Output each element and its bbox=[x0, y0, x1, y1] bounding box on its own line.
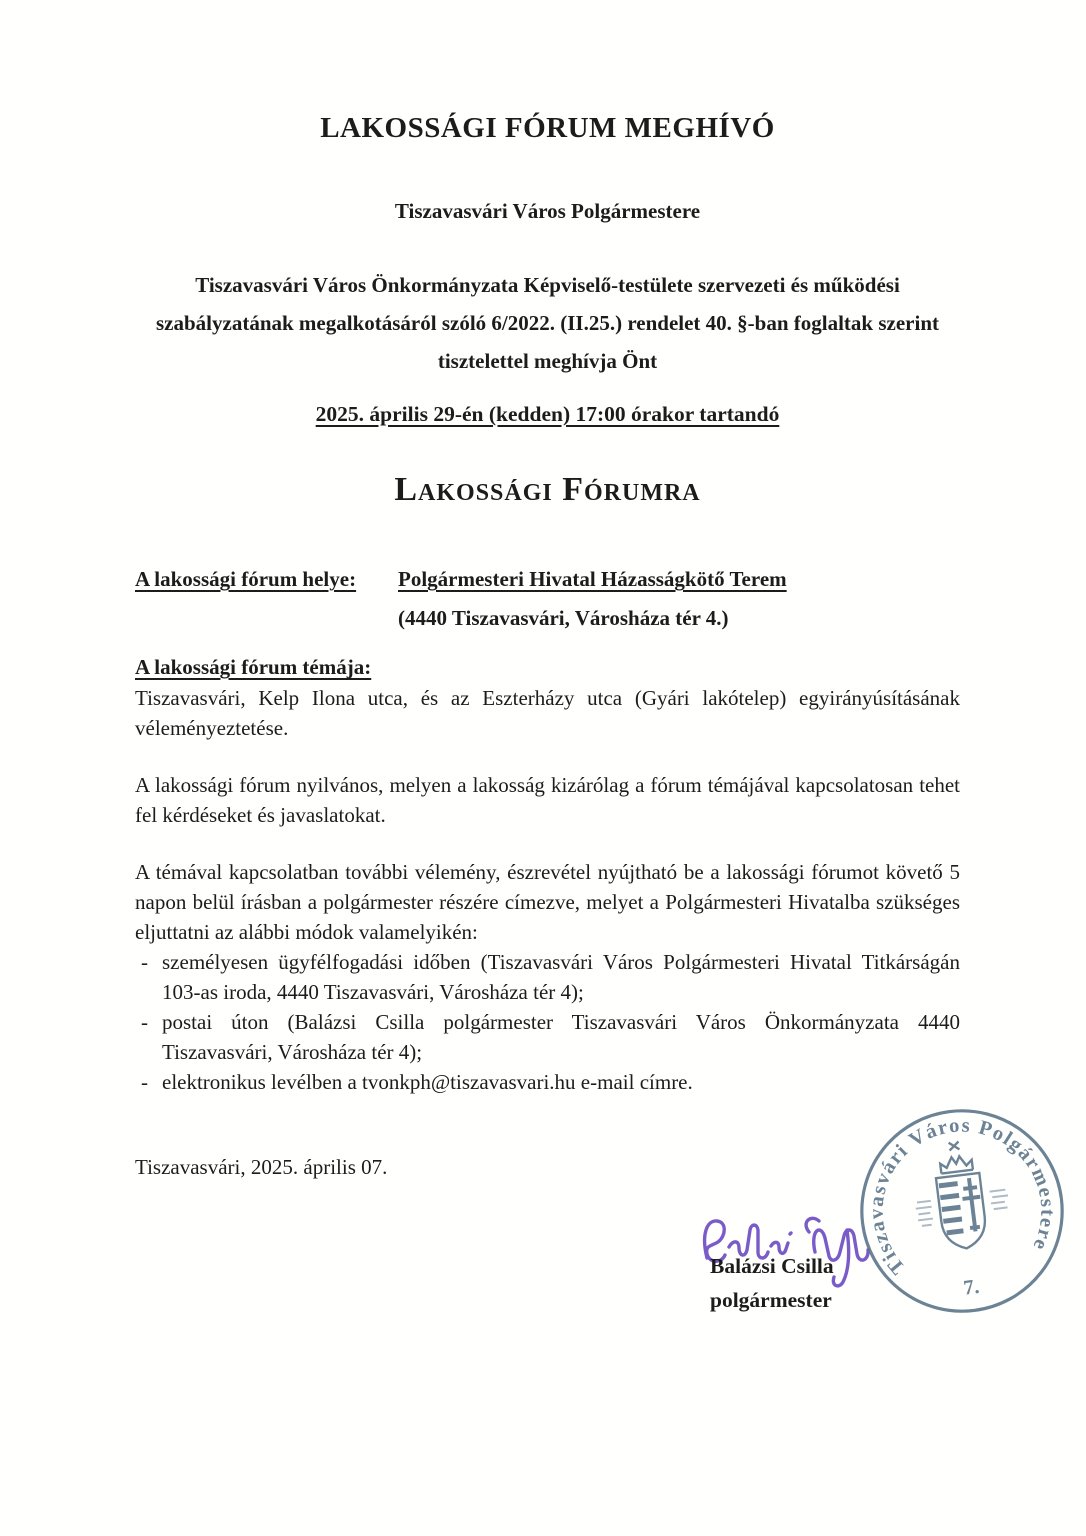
event-datetime-text: 2025. április 29-én (kedden) 17:00 órakor tartandó bbox=[315, 402, 780, 426]
official-stamp bbox=[829, 1078, 1086, 1343]
signer-title: polgármester bbox=[710, 1288, 832, 1312]
location-venue: Polgármesteri Hivatal Házasságkötő Terem bbox=[398, 567, 787, 591]
paragraph-public-note: A lakossági fórum nyilvános, melyen a lakosság kizárólag a fórum témájával kapcsolatosan tehet fel kérdéseket és javaslatokat. bbox=[135, 773, 960, 827]
location-label: A lakossági fórum helye: bbox=[135, 567, 357, 591]
legal-intro: Tiszavasvári Város Önkormányzata Képviselő-testülete szervezeti és működési szabályzatának megalkotásáról szóló 6/2022. (II.25.) rendelet 40. §-ban foglaltak szerint tisztelettel meghívja Önt bbox=[156, 273, 939, 373]
list-item-text: elektronikus levélben a tvonkph@tiszavasvari.hu e-mail címre. bbox=[162, 1070, 693, 1094]
stamp-coat-of-arms bbox=[908, 1136, 1014, 1254]
bullet-marker: - bbox=[141, 950, 148, 974]
location-address: (4440 Tiszavasvári, Városháza tér 4.) bbox=[398, 606, 729, 630]
event-title: Lakossági Fórumra bbox=[394, 471, 701, 508]
event-datetime bbox=[135, 402, 960, 427]
dateline: Tiszavasvári, 2025. április 07. bbox=[135, 1155, 388, 1179]
list-item-text: postai úton (Balázsi Csilla polgármester Tiszavasvári Város Önkormányzata 4440 Tiszavasvári, Városháza tér 4); bbox=[162, 1010, 960, 1064]
topic-label-text: A lakossági fórum témája: bbox=[135, 655, 372, 679]
paragraph-feedback-intro: A témával kapcsolatban további vélemény, észrevétel nyújtható be a lakossági fórumot követő 5 napon belül írásban a polgármester részére címezve, melyet a Polgármesteri Hivatalba szükséges eljuttatni az alábbi módok valamelyikén: bbox=[135, 860, 960, 944]
feedback-method-list bbox=[135, 947, 960, 1097]
topic-label bbox=[135, 655, 960, 680]
document-title: LAKOSSÁGI FÓRUM MEGHÍVÓ bbox=[320, 112, 775, 144]
signature-block bbox=[135, 1186, 960, 1406]
list-item bbox=[135, 1067, 960, 1097]
bullet-marker: - bbox=[141, 1070, 148, 1094]
stamp-ring-text: Tiszavasvári Város Polgármestere bbox=[865, 1114, 1059, 1279]
issuer-line: Tiszavasvári Város Polgármestere bbox=[394, 199, 701, 223]
bullet-marker: - bbox=[141, 1010, 148, 1034]
topic-text: Tiszavasvári, Kelp Ilona utca, és az Eszterházy utca (Gyári lakótelep) egyirányúsításának véleményeztetése. bbox=[135, 686, 960, 740]
stamp-number: 7. bbox=[962, 1273, 981, 1300]
list-item bbox=[135, 947, 960, 1007]
location-row bbox=[135, 567, 960, 631]
stamp-ring-text-holder bbox=[854, 1103, 1064, 1280]
list-item-text: személyesen ügyfélfogadási időben (Tiszavasvári Város Polgármesteri Hivatal Titkárságán 103-as iroda, 4440 Tiszavasvári, Városháza tér 4); bbox=[162, 950, 960, 1004]
signer-name: Balázsi Csilla bbox=[710, 1254, 834, 1278]
list-item bbox=[135, 1007, 960, 1067]
